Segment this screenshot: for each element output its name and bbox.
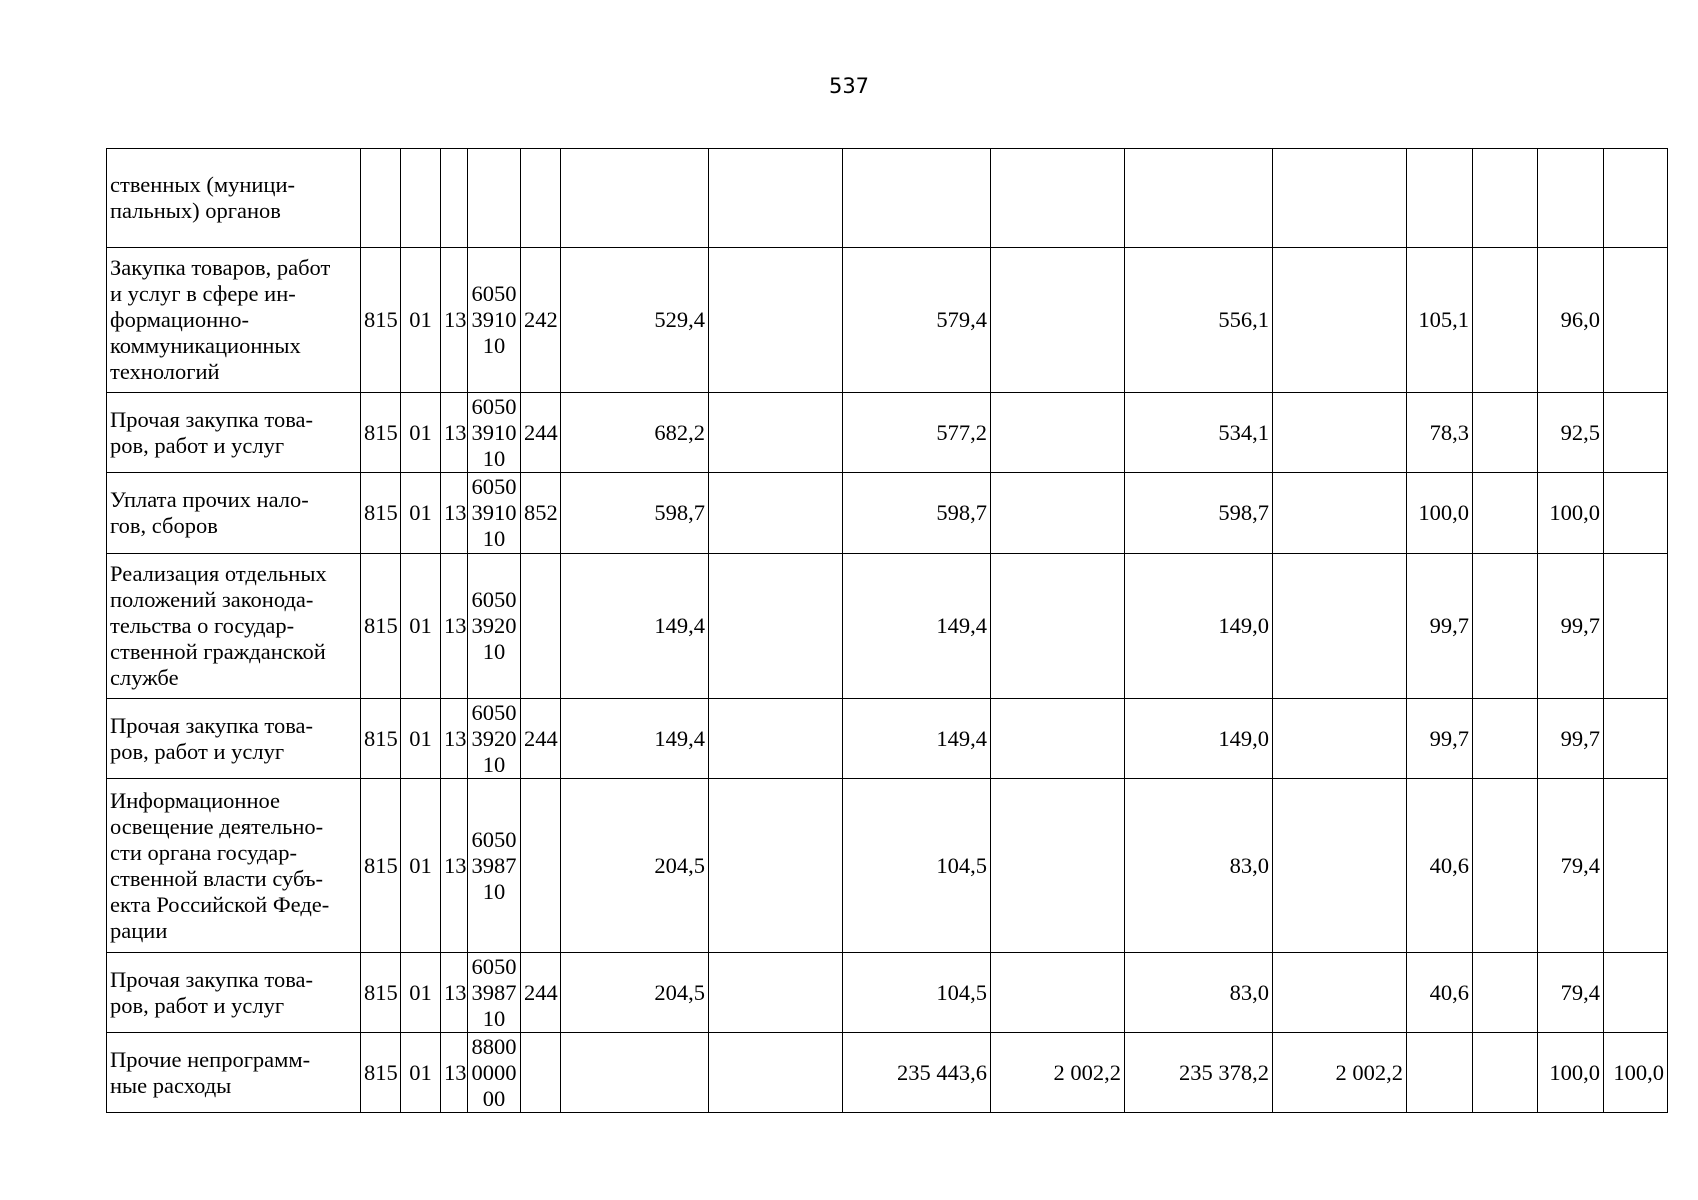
table-row bbox=[107, 393, 1668, 473]
item-name-line: Прочая закупка това- bbox=[110, 712, 314, 738]
ved-cell: 815 bbox=[361, 953, 401, 1033]
ved-cell: 815 bbox=[361, 248, 401, 393]
value-cell bbox=[991, 779, 1125, 953]
item-name-line: ственной власти субъ- bbox=[110, 865, 323, 891]
ved-cell: 815 bbox=[361, 473, 401, 554]
section-cell: 01 bbox=[401, 699, 441, 779]
value-cell: 204,5 bbox=[561, 953, 709, 1033]
target-article-part: 10 bbox=[482, 1005, 506, 1031]
value-cell bbox=[709, 1033, 843, 1113]
item-name-line: коммуникационных bbox=[110, 333, 301, 358]
item-name-cell bbox=[107, 699, 361, 779]
target-article-part: 3910 bbox=[471, 500, 517, 525]
target-article-part: 6050 bbox=[471, 587, 517, 612]
item-name-line: ров, работ и услуг bbox=[110, 992, 285, 1018]
item-name-line: Закупка товаров, работ bbox=[110, 255, 331, 280]
value-cell bbox=[1273, 699, 1407, 779]
item-name-line: Прочая закупка това- bbox=[110, 966, 314, 992]
value-cell: 149,4 bbox=[561, 699, 709, 779]
target-article-part: 10 bbox=[482, 751, 506, 777]
item-name-cell bbox=[107, 149, 361, 248]
value-cell bbox=[709, 393, 843, 473]
target-article-cell bbox=[468, 473, 521, 554]
item-name-line: пальных) органов bbox=[110, 198, 281, 223]
section-cell: 01 bbox=[401, 554, 441, 699]
percent-cell bbox=[1473, 953, 1538, 1033]
section-cell: 01 bbox=[401, 473, 441, 554]
percent-cell: 40,6 bbox=[1407, 953, 1473, 1033]
target-article-part: 6050 bbox=[471, 393, 517, 419]
item-name-line: технологий bbox=[110, 359, 220, 384]
item-name-line: положений законода- bbox=[110, 587, 314, 612]
expense-type-cell bbox=[521, 1033, 561, 1113]
percent-cell: 99,7 bbox=[1538, 554, 1604, 699]
value-cell bbox=[709, 473, 843, 554]
percent-cell: 78,3 bbox=[1407, 393, 1473, 473]
target-article-part: 3920 bbox=[471, 613, 517, 638]
target-article-cell bbox=[468, 248, 521, 393]
value-cell: 579,4 bbox=[843, 248, 991, 393]
ved-cell: 815 bbox=[361, 393, 401, 473]
expense-type-cell: 242 bbox=[521, 248, 561, 393]
percent-cell bbox=[1407, 149, 1473, 248]
target-article-cell bbox=[468, 1033, 521, 1113]
percent-cell: 99,7 bbox=[1407, 554, 1473, 699]
percent-cell: 105,1 bbox=[1407, 248, 1473, 393]
expense-type-cell: 244 bbox=[521, 393, 561, 473]
target-article-part: 10 bbox=[482, 639, 506, 664]
item-name-line: екта Российской Феде- bbox=[110, 891, 330, 917]
subsection-cell bbox=[441, 149, 468, 248]
target-article-part: 0000 bbox=[471, 1059, 517, 1085]
value-cell bbox=[561, 149, 709, 248]
target-article-part: 10 bbox=[482, 526, 506, 551]
percent-cell: 100,0 bbox=[1407, 473, 1473, 554]
percent-cell: 40,6 bbox=[1407, 779, 1473, 953]
value-cell bbox=[1273, 779, 1407, 953]
subsection-cell: 13 bbox=[441, 393, 468, 473]
value-cell bbox=[991, 953, 1125, 1033]
value-cell: 2 002,2 bbox=[1273, 1033, 1407, 1113]
value-cell bbox=[709, 953, 843, 1033]
item-name-line: Реализация отдельных bbox=[110, 561, 327, 586]
target-article-part: 3910 bbox=[471, 419, 517, 445]
item-name-cell bbox=[107, 473, 361, 554]
expense-type-cell: 244 bbox=[521, 953, 561, 1033]
percent-cell bbox=[1604, 473, 1668, 554]
item-name-cell bbox=[107, 393, 361, 473]
subsection-cell: 13 bbox=[441, 1033, 468, 1113]
value-cell: 598,7 bbox=[843, 473, 991, 554]
value-cell: 149,4 bbox=[561, 554, 709, 699]
subsection-cell: 13 bbox=[441, 699, 468, 779]
percent-cell bbox=[1473, 554, 1538, 699]
item-name-line: ственных (муници- bbox=[110, 172, 296, 197]
target-article-part: 3987 bbox=[471, 852, 517, 878]
value-cell: 149,4 bbox=[843, 554, 991, 699]
value-cell bbox=[1273, 149, 1407, 248]
subsection-cell: 13 bbox=[441, 554, 468, 699]
table-row bbox=[107, 473, 1668, 554]
table-row bbox=[107, 953, 1668, 1033]
percent-cell: 100,0 bbox=[1538, 1033, 1604, 1113]
value-cell bbox=[991, 473, 1125, 554]
value-cell: 104,5 bbox=[843, 779, 991, 953]
percent-cell bbox=[1407, 1033, 1473, 1113]
item-name-line: и услуг в сфере ин- bbox=[110, 281, 296, 306]
target-article-part: 3987 bbox=[471, 979, 517, 1005]
subsection-cell: 13 bbox=[441, 248, 468, 393]
table-row bbox=[107, 554, 1668, 699]
item-name-cell bbox=[107, 953, 361, 1033]
percent-cell: 79,4 bbox=[1538, 779, 1604, 953]
value-cell bbox=[1125, 149, 1273, 248]
percent-cell: 100,0 bbox=[1538, 473, 1604, 554]
section-cell: 01 bbox=[401, 779, 441, 953]
value-cell: 83,0 bbox=[1125, 779, 1273, 953]
target-article-cell bbox=[468, 149, 521, 248]
section-cell: 01 bbox=[401, 953, 441, 1033]
percent-cell bbox=[1604, 393, 1668, 473]
value-cell bbox=[991, 149, 1125, 248]
table-body bbox=[107, 149, 1668, 1113]
expense-type-cell bbox=[521, 779, 561, 953]
percent-cell bbox=[1604, 149, 1668, 248]
percent-cell bbox=[1473, 1033, 1538, 1113]
subsection-cell: 13 bbox=[441, 779, 468, 953]
value-cell bbox=[991, 699, 1125, 779]
target-article-part: 10 bbox=[482, 878, 506, 904]
percent-cell bbox=[1604, 953, 1668, 1033]
value-cell: 598,7 bbox=[1125, 473, 1273, 554]
item-name-cell bbox=[107, 779, 361, 953]
item-name-line: освещение деятельно- bbox=[110, 813, 324, 839]
target-article-part: 3920 bbox=[471, 725, 517, 751]
ved-cell: 815 bbox=[361, 1033, 401, 1113]
target-article-part: 6050 bbox=[471, 281, 517, 306]
value-cell: 149,4 bbox=[843, 699, 991, 779]
section-cell: 01 bbox=[401, 248, 441, 393]
item-name-cell bbox=[107, 248, 361, 393]
value-cell bbox=[709, 248, 843, 393]
expense-type-cell bbox=[521, 554, 561, 699]
value-cell: 149,0 bbox=[1125, 554, 1273, 699]
item-name-line: Прочая закупка това- bbox=[110, 406, 314, 432]
ved-cell: 815 bbox=[361, 554, 401, 699]
value-cell: 204,5 bbox=[561, 779, 709, 953]
ved-cell: 815 bbox=[361, 699, 401, 779]
target-article-cell bbox=[468, 953, 521, 1033]
target-article-part: 6050 bbox=[471, 826, 517, 852]
item-name-line: ные расходы bbox=[110, 1072, 232, 1098]
value-cell bbox=[561, 1033, 709, 1113]
value-cell: 83,0 bbox=[1125, 953, 1273, 1033]
value-cell: 556,1 bbox=[1125, 248, 1273, 393]
value-cell bbox=[991, 248, 1125, 393]
item-name-line: ров, работ и услуг bbox=[110, 738, 285, 764]
target-article-part: 3910 bbox=[471, 307, 517, 332]
percent-cell: 99,7 bbox=[1538, 699, 1604, 779]
item-name-cell bbox=[107, 554, 361, 699]
percent-cell bbox=[1604, 554, 1668, 699]
value-cell bbox=[1273, 554, 1407, 699]
item-name-line: формационно- bbox=[110, 307, 249, 332]
value-cell: 598,7 bbox=[561, 473, 709, 554]
item-name-line: тельства о государ- bbox=[110, 613, 295, 638]
subsection-cell: 13 bbox=[441, 473, 468, 554]
table-row bbox=[107, 779, 1668, 953]
value-cell bbox=[709, 699, 843, 779]
item-name-line: гов, сборов bbox=[110, 513, 218, 538]
value-cell bbox=[709, 554, 843, 699]
percent-cell bbox=[1473, 393, 1538, 473]
table-row bbox=[107, 699, 1668, 779]
ved-cell bbox=[361, 149, 401, 248]
value-cell bbox=[843, 149, 991, 248]
value-cell: 529,4 bbox=[561, 248, 709, 393]
item-name-line: рации bbox=[110, 917, 168, 943]
percent-cell bbox=[1538, 149, 1604, 248]
item-name-line: Прочие непрограмм- bbox=[110, 1046, 311, 1072]
value-cell bbox=[709, 149, 843, 248]
expense-type-cell: 244 bbox=[521, 699, 561, 779]
target-article-cell bbox=[468, 779, 521, 953]
target-article-part: 6050 bbox=[471, 953, 517, 979]
target-article-cell bbox=[468, 554, 521, 699]
percent-cell: 99,7 bbox=[1407, 699, 1473, 779]
percent-cell bbox=[1604, 779, 1668, 953]
item-name-cell bbox=[107, 1033, 361, 1113]
item-name-line: ственной гражданской bbox=[110, 639, 326, 664]
percent-cell: 96,0 bbox=[1538, 248, 1604, 393]
value-cell bbox=[991, 554, 1125, 699]
budget-table bbox=[106, 148, 1668, 1113]
target-article-part: 10 bbox=[482, 333, 506, 358]
value-cell: 682,2 bbox=[561, 393, 709, 473]
target-article-cell bbox=[468, 393, 521, 473]
page-number: 537 bbox=[828, 74, 870, 98]
percent-cell bbox=[1604, 699, 1668, 779]
percent-cell bbox=[1473, 699, 1538, 779]
ved-cell: 815 bbox=[361, 779, 401, 953]
value-cell: 577,2 bbox=[843, 393, 991, 473]
target-article-part: 6050 bbox=[471, 474, 517, 499]
table-row bbox=[107, 248, 1668, 393]
item-name-line: сти органа государ- bbox=[110, 839, 298, 865]
section-cell bbox=[401, 149, 441, 248]
item-name-line: службе bbox=[110, 665, 179, 690]
percent-cell: 92,5 bbox=[1538, 393, 1604, 473]
percent-cell bbox=[1473, 149, 1538, 248]
value-cell: 149,0 bbox=[1125, 699, 1273, 779]
value-cell bbox=[991, 393, 1125, 473]
expense-type-cell bbox=[521, 149, 561, 248]
percent-cell bbox=[1473, 473, 1538, 554]
value-cell: 104,5 bbox=[843, 953, 991, 1033]
target-article-part: 8800 bbox=[471, 1033, 517, 1059]
percent-cell: 100,0 bbox=[1604, 1033, 1668, 1113]
item-name-line: Уплата прочих нало- bbox=[110, 487, 309, 512]
section-cell: 01 bbox=[401, 393, 441, 473]
percent-cell bbox=[1473, 248, 1538, 393]
target-article-part: 00 bbox=[482, 1085, 506, 1111]
subsection-cell: 13 bbox=[441, 953, 468, 1033]
target-article-part: 6050 bbox=[471, 699, 517, 725]
percent-cell bbox=[1604, 248, 1668, 393]
value-cell bbox=[709, 779, 843, 953]
item-name-line: ров, работ и услуг bbox=[110, 432, 285, 458]
value-cell: 534,1 bbox=[1125, 393, 1273, 473]
value-cell bbox=[1273, 953, 1407, 1033]
value-cell: 235 378,2 bbox=[1125, 1033, 1273, 1113]
value-cell bbox=[1273, 473, 1407, 554]
table-row bbox=[107, 1033, 1668, 1113]
value-cell: 235 443,6 bbox=[843, 1033, 991, 1113]
target-article-cell bbox=[468, 699, 521, 779]
value-cell: 2 002,2 bbox=[991, 1033, 1125, 1113]
value-cell bbox=[1273, 393, 1407, 473]
value-cell bbox=[1273, 248, 1407, 393]
table-row bbox=[107, 149, 1668, 248]
expense-type-cell: 852 bbox=[521, 473, 561, 554]
target-article-part: 10 bbox=[482, 445, 506, 471]
section-cell: 01 bbox=[401, 1033, 441, 1113]
percent-cell bbox=[1473, 779, 1538, 953]
item-name-line: Информационное bbox=[110, 787, 281, 813]
percent-cell: 79,4 bbox=[1538, 953, 1604, 1033]
